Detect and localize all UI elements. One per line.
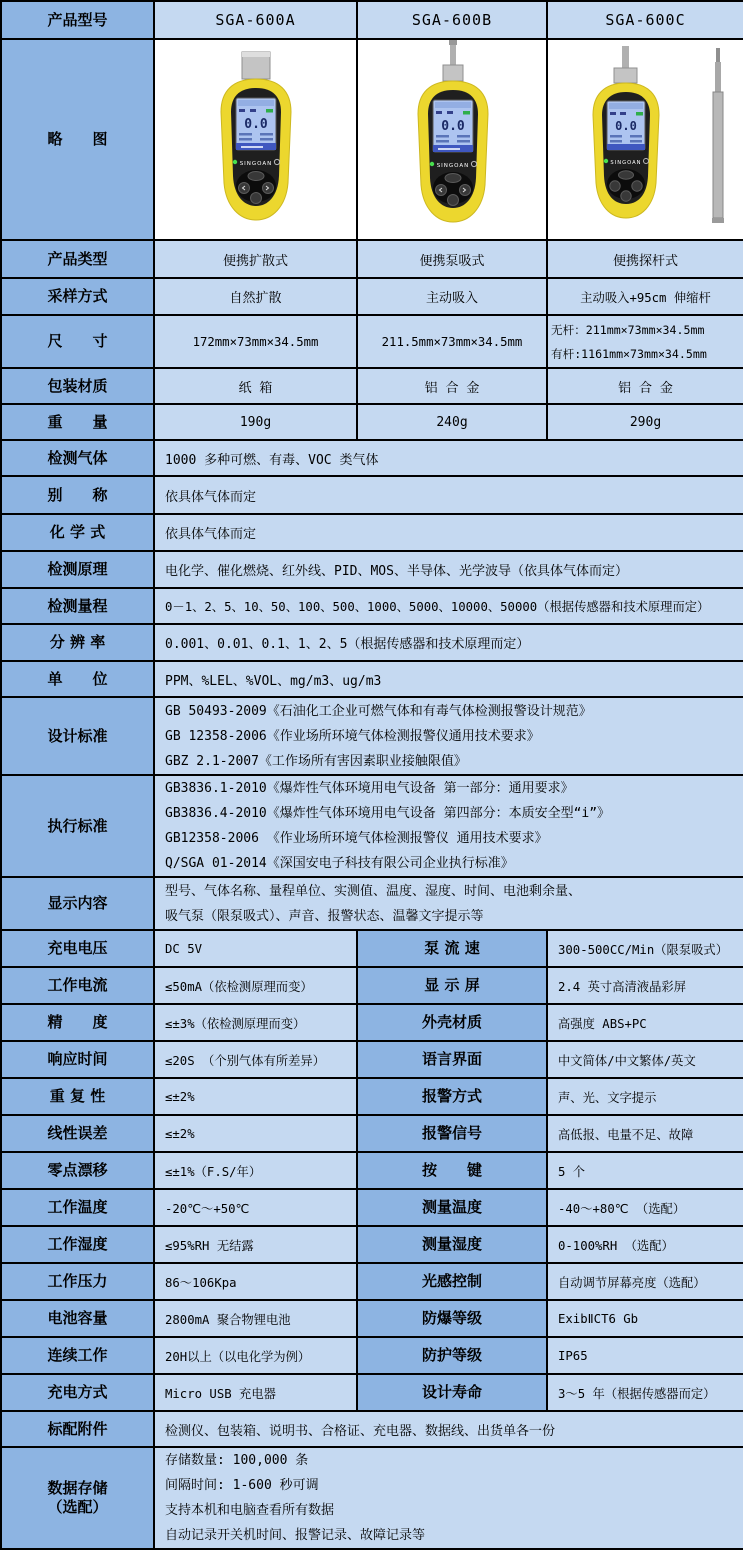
row-label: 充电电压 [1,930,154,967]
table-row [1,514,743,551]
speaker-icon [610,112,616,115]
row-label: 设计寿命 [357,1374,547,1411]
cell-value: Micro USB 充电器 [154,1374,357,1411]
cell-value: 20H以上（以电化学为例） [154,1337,357,1374]
device-a-illustration [155,40,357,235]
row-label: 分 辨 率 [1,624,154,661]
row-label: 防爆等级 [357,1300,547,1337]
cell-value: 便携探杆式 [547,240,743,278]
cell-value: 中文简体/中文繁体/英文 [547,1041,743,1078]
led-indicator [430,162,434,166]
cell-value: DC 5V [154,930,357,967]
row-label-exec-standard: 执行标准 [1,775,154,877]
row-label: 报警方式 [357,1078,547,1115]
cell-value: 高低报、电量不足、故障 [547,1115,743,1152]
telescopic-rod [713,92,723,218]
row-label: 精 度 [1,1004,154,1041]
cell-value: 2800mA 聚合物锂电池 [154,1300,357,1337]
cell-value: 190g [154,404,357,440]
left-button [436,185,447,196]
cell-value: 高强度 ABS+PC [547,1004,743,1041]
cell-value: -20℃～+50℃ [154,1189,357,1226]
sensor-cap [443,65,463,81]
fan-icon [447,111,453,114]
row-label: 语言界面 [357,1041,547,1078]
screen-reading: 0.0 [615,119,637,133]
screen-reading: 0.0 [441,119,465,134]
table-row [1,1300,743,1337]
left-button [610,181,620,191]
cell-value: 依具体气体而定 [154,514,743,551]
pump-probe [622,46,629,68]
battery-icon [636,112,643,116]
row-label: 检测原理 [1,551,154,588]
cell-value: ≤95%RH 无结露 [154,1226,357,1263]
table-row [1,278,743,315]
table-row [1,1374,743,1411]
table-row [1,39,743,240]
row-label: 防护等级 [357,1337,547,1374]
table-row [1,1447,743,1549]
row-label: 连续工作 [1,1337,154,1374]
screen-reading: 0.0 [244,117,268,132]
row-label-design-standard: 设计标准 [1,697,154,775]
row-label: 显 示 屏 [357,967,547,1004]
table-row [1,368,743,404]
model-name-a: SGA-600A [154,1,357,39]
row-label: 零点漂移 [1,1152,154,1189]
brand-label: SINGOAN [610,160,642,166]
model-name-c: SGA-600C [547,1,743,39]
row-label-data-storage: 数据存储 （选配） [1,1447,154,1549]
cell-value: 便携扩散式 [154,240,357,278]
cell-value: 自然扩散 [154,278,357,315]
cell-value: ≤±3%（依检测原理而变） [154,1004,357,1041]
cell-value: 0－1、2、5、10、50、100、500、1000、5000、10000、50000（根据传感器和技术原理而定） [154,588,743,624]
led-indicator [233,160,237,164]
row-label: 检测气体 [1,440,154,476]
row-label: 工作压力 [1,1263,154,1300]
row-label: 工作电流 [1,967,154,1004]
enter-button [448,195,459,206]
row-label: 包装材质 [1,368,154,404]
speaker-icon [239,109,245,112]
fan-icon [620,112,626,115]
enter-button [251,193,262,204]
row-label: 测量温度 [357,1189,547,1226]
cell-value: 便携泵吸式 [357,240,547,278]
cell-value: 主动吸入+95cm 伸缩杆 [547,278,743,315]
row-label: 重 复 性 [1,1078,154,1115]
cell-value: 3～5 年（根据传感器而定） [547,1374,743,1411]
table-row [1,930,743,967]
cell-value: 0-100%RH （选配） [547,1226,743,1263]
table-row [1,1115,743,1152]
cell-value: 172mm×73mm×34.5mm [154,315,357,368]
right-button [632,181,642,191]
cell-value: ExibⅡCT6 Gb [547,1300,743,1337]
table-row [1,1041,743,1078]
table-row [1,1411,743,1447]
table-row [1,1078,743,1115]
cell-value: 电化学、催化燃烧、红外线、PID、MOS、半导体、光学波导（依具体气体而定） [154,551,743,588]
table-row [1,1,743,39]
speaker-icon [436,111,442,114]
row-label: 别 称 [1,476,154,514]
cell-value: 1000 多种可燃、有毒、VOC 类气体 [154,440,743,476]
probe-tip [449,40,457,45]
cell-value: ≤±2% [154,1078,357,1115]
cell-value: ≤20S （个别气体有所差异） [154,1041,357,1078]
row-label: 化 学 式 [1,514,154,551]
cell-value: 5 个 [547,1152,743,1189]
table-row [1,1189,743,1226]
row-label: 重 量 [1,404,154,440]
row-label: 光感控制 [357,1263,547,1300]
row-label: 单 位 [1,661,154,697]
cell-value: ≤±2% [154,1115,357,1152]
cell-value: 300-500CC/Min（限泵吸式） [547,930,743,967]
row-label: 外壳材质 [357,1004,547,1041]
row-label: 充电方式 [1,1374,154,1411]
cell-value-exec-standard: GB3836.1-2010《爆炸性气体环境用电气设备 第一部分：通用要求》 GB3836.4-2010《爆炸性气体环境用电气设备 第四部分：本质安全型“i”》 GB12358-2006 《作业场所环境气体检测报警仪 通用技术要求》 Q/SGA 01-2014《深国安电子科技有限公司企业执行标准》 [154,775,743,877]
table-row [1,440,743,476]
cell-value: 主动吸入 [357,278,547,315]
table-row [1,1226,743,1263]
row-label: 采样方式 [1,278,154,315]
table-row [1,1263,743,1300]
cell-value: 2.4 英寸高清液晶彩屏 [547,967,743,1004]
row-label-product-model: 产品型号 [1,1,154,39]
cell-value: 自动调节屏幕亮度（选配） [547,1263,743,1300]
table-row [1,775,743,877]
row-label-accessories: 标配附件 [1,1411,154,1447]
model-name-b: SGA-600B [357,1,547,39]
cell-value: ≤50mA（依检测原理而变） [154,967,357,1004]
fan-icon [250,109,256,112]
cell-value: 0.001、0.01、0.1、1、2、5（根据传感器和技术原理而定） [154,624,743,661]
sensor-cap [614,68,637,83]
device-image-sga-600c [547,39,743,240]
cell-value: PPM、%LEL、%VOL、mg/m3、ug/m3 [154,661,743,697]
row-label: 工作温度 [1,1189,154,1226]
device-c-illustration [548,40,743,235]
table-row [1,404,743,440]
cell-value: 铝 合 金 [357,368,547,404]
battery-icon [463,111,470,115]
cell-value-design-standard: GB 50493-2009《石油化工企业可燃气体和有毒气体检测报警设计规范》 GB 12358-2006《作业场所环境气体检测报警仪通用技术要求》 GBZ 2.1-2007《工作场所有害因素职业接触限值》 [154,697,743,775]
cell-value-accessories: 检测仪、包装箱、说明书、合格证、充电器、数据线、出货单各一份 [154,1411,743,1447]
cell-value: 铝 合 金 [547,368,743,404]
row-label: 产品类型 [1,240,154,278]
row-label: 工作湿度 [1,1226,154,1263]
table-row [1,624,743,661]
left-button [239,183,250,194]
row-label-sketch: 略 图 [1,39,154,240]
cell-value: 纸 箱 [154,368,357,404]
row-label: 尺 寸 [1,315,154,368]
device-image-sga-600a [154,39,357,240]
row-label: 测量湿度 [357,1226,547,1263]
device-image-sga-600b [357,39,547,240]
brand-label: SINGOAN [436,163,470,169]
row-label: 按 键 [357,1152,547,1189]
cell-value: ≤±1%（F.S/年） [154,1152,357,1189]
device-b-illustration [358,40,547,235]
cell-value: 240g [357,404,547,440]
battery-icon [266,109,273,113]
cell-value-data-storage: 存储数量: 100,000 条 间隔时间: 1-600 秒可调 支持本机和电脑查看所有数据 自动记录开关机时间、报警记录、故障记录等 [154,1447,743,1549]
pump-probe [450,45,456,65]
telescopic-rod-tip [716,48,720,62]
row-label: 电池容量 [1,1300,154,1337]
table-row [1,315,743,368]
cell-value-display-content: 型号、气体名称、量程单位、实测值、温度、湿度、时间、电池剩余量、 吸气泵（限泵吸式）、声音、报警状态、温馨文字提示等 [154,877,743,930]
table-row [1,697,743,775]
table-row [1,476,743,514]
row-label: 泵 流 速 [357,930,547,967]
table-row [1,1004,743,1041]
brand-label: SINGOAN [239,161,273,167]
enter-button [621,191,631,201]
cell-value: 依具体气体而定 [154,476,743,514]
menu-button [445,174,461,183]
menu-button [248,172,264,181]
row-label: 响应时间 [1,1041,154,1078]
table-row [1,588,743,624]
cell-value: 211.5mm×73mm×34.5mm [357,315,547,368]
table-row [1,877,743,930]
cell-value: 声、光、文字提示 [547,1078,743,1115]
row-label: 检测量程 [1,588,154,624]
cell-value: 86～106Kpa [154,1263,357,1300]
cell-value: IP65 [547,1337,743,1374]
table-row [1,1337,743,1374]
led-indicator [604,159,608,163]
cell-value: 290g [547,404,743,440]
table-row [1,551,743,588]
table-row [1,967,743,1004]
row-label: 线性误差 [1,1115,154,1152]
table-row [1,661,743,697]
table-row [1,240,743,278]
cell-value: -40～+80℃ （选配） [547,1189,743,1226]
menu-button [619,171,634,179]
row-label-display-content: 显示内容 [1,877,154,930]
row-label: 报警信号 [357,1115,547,1152]
table-row [1,1152,743,1189]
cell-value: 无杆：211mm×73mm×34.5mm 有杆:1161mm×73mm×34.5mm [547,315,743,368]
